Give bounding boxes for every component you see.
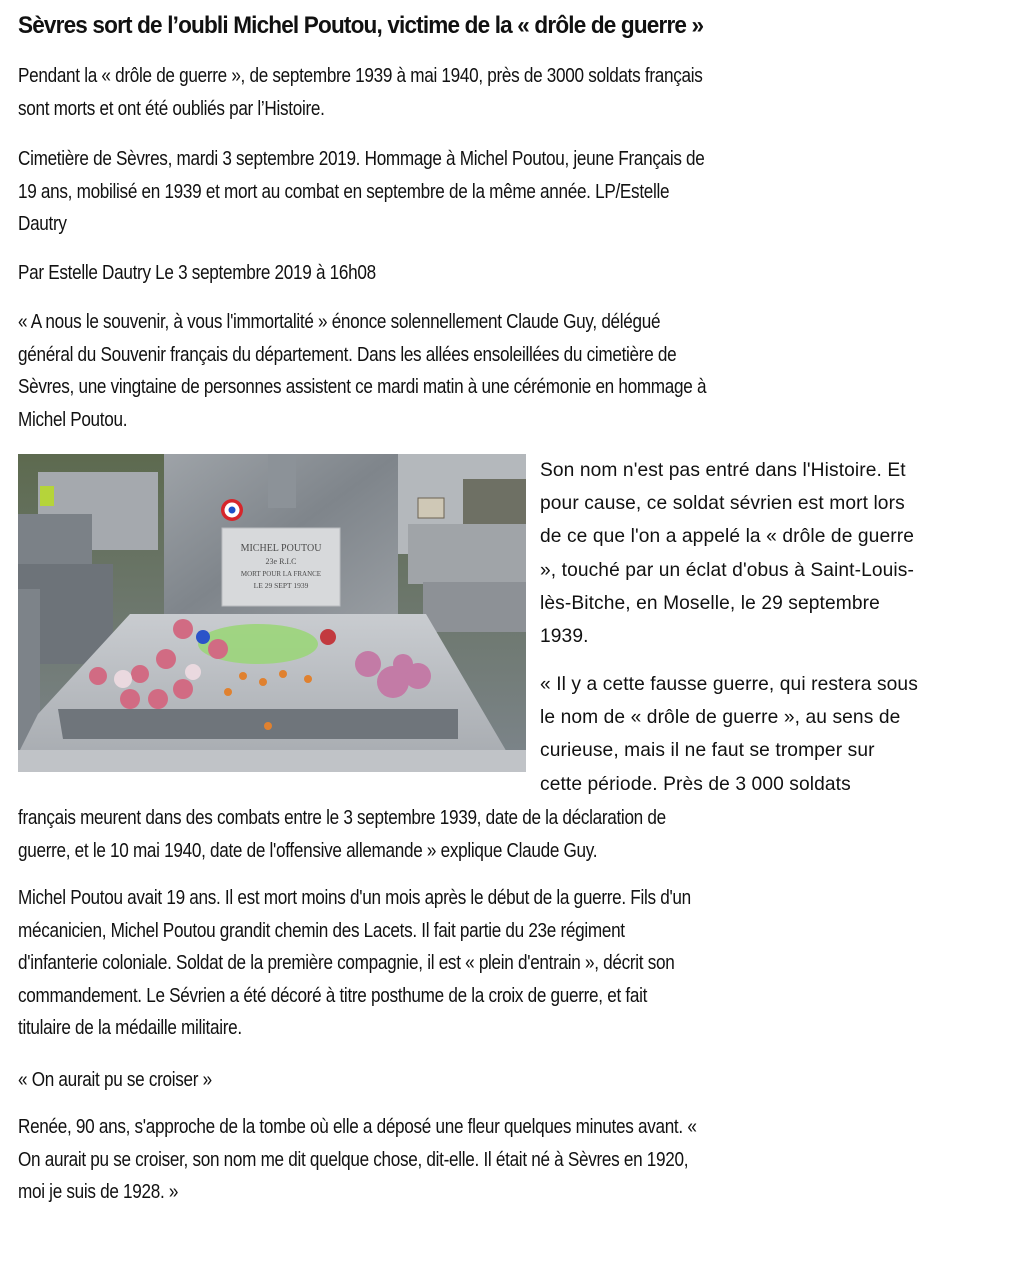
paragraph-line: Michel Poutou avait 19 ans. Il est mort moins d'un mois après le début de la guerre. Fils d'un	[18, 887, 691, 909]
paragraph-line: 1939.	[540, 626, 589, 648]
lead-line: Pendant la « drôle de guerre », de septembre 1939 à mai 1940, près de 3000 soldats français	[18, 65, 703, 87]
paragraph-line: mécanicien, Michel Poutou grandit chemin des Lacets. Il fait partie du 23e régiment	[18, 919, 625, 942]
paragraph-line: curieuse, mais il ne faut se tromper sur	[540, 740, 875, 762]
byline	[18, 257, 969, 290]
article-lead	[18, 60, 969, 125]
paragraph-line: pour cause, ce soldat sévrien est mort lors	[540, 493, 905, 515]
paragraph-line: lès-Bitche, en Moselle, le 29 septembre	[540, 592, 880, 614]
paragraph-line: moi je suis de 1928. »	[18, 1181, 179, 1203]
paragraph-line: Renée, 90 ans, s'approche de la tombe où elle a déposé une fleur quelques minutes avant. «	[18, 1116, 697, 1138]
plaque-mention: MORT POUR LA FRANCE	[240, 570, 322, 578]
plaque-regiment: 23e R.I.C	[265, 557, 297, 566]
paragraph-line: général du Souvenir français du département. Dans les allées ensoleillées du cimetière de	[18, 343, 677, 366]
caption-line: Dautry	[18, 213, 67, 235]
paragraph-line: cette période. Près de 3 000 soldats	[540, 773, 851, 795]
paragraph-line: « Il y a cette fausse guerre, qui restera sous	[540, 674, 918, 695]
subheading-text: « On aurait pu se croiser »	[18, 1069, 212, 1091]
paragraph-line: de ce que l'on a appelé la « drôle de guerre	[540, 526, 914, 548]
paragraph-1	[18, 306, 969, 436]
paragraph-line: guerre, et le 10 mai 1940, date de l'offensive allemande » explique Claude Guy.	[18, 839, 598, 862]
paragraph-line: Michel Poutou.	[18, 408, 128, 431]
byline-text: Par Estelle Dautry Le 3 septembre 2019 à 16h08	[18, 262, 376, 284]
subheading	[18, 1064, 969, 1097]
grave-photo	[18, 454, 526, 772]
plaque-date: LE 29 SEPT 1939	[253, 581, 309, 590]
caption-line: 19 ans, mobilisé en 1939 et mort au combat en septembre de la même année. LP/Estelle	[18, 180, 670, 203]
paragraph-2-continued	[18, 802, 969, 867]
paragraph-line: Sèvres, une vingtaine de personnes assistent ce mardi matin à une cérémonie en hommage à	[18, 376, 707, 398]
side-paragraph-2	[540, 668, 1010, 801]
caption-line: Cimetière de Sèvres, mardi 3 septembre 2019. Hommage à Michel Poutou, jeune Français de	[18, 148, 705, 170]
paragraph-line: », touché par un éclat d'obus à Saint-Louis-	[540, 559, 914, 581]
paragraph-line: Son nom n'est pas entré dans l'Histoire. Et	[540, 460, 906, 481]
lead-line: sont morts et ont été oubliés par l’Histoire.	[18, 97, 325, 120]
paragraph-line: d'infanterie coloniale. Soldat de la première compagnie, il est « plein d'entrain », décrit son	[18, 952, 675, 974]
paragraph-line: titulaire de la médaille militaire.	[18, 1017, 242, 1039]
paragraph-line: commandement. Le Sévrien a été décoré à titre posthume de la croix de guerre, et fait	[18, 984, 648, 1007]
grave-photo-illustration	[18, 454, 526, 772]
photo-caption	[18, 143, 969, 241]
paragraph-4	[18, 1111, 969, 1209]
paragraph-line: « A nous le souvenir, à vous l'immortalité » énonce solennellement Claude Guy, délégué	[18, 311, 661, 333]
article-title: Sèvres sort de l’oubli Michel Poutou, victime de la « drôle de guerre »	[18, 12, 704, 39]
side-paragraph-1	[540, 454, 1010, 653]
plaque-name: MICHEL POUTOU	[240, 543, 322, 554]
paragraph-line: français meurent dans des combats entre le 3 septembre 1939, date de la déclaration de	[18, 807, 666, 829]
paragraph-line: le nom de « drôle de guerre », au sens de	[540, 707, 901, 729]
paragraph-3	[18, 882, 969, 1045]
paragraph-line: On aurait pu se croiser, son nom me dit quelque chose, dit-elle. Il était né à Sèvres en 1920,	[18, 1148, 689, 1171]
